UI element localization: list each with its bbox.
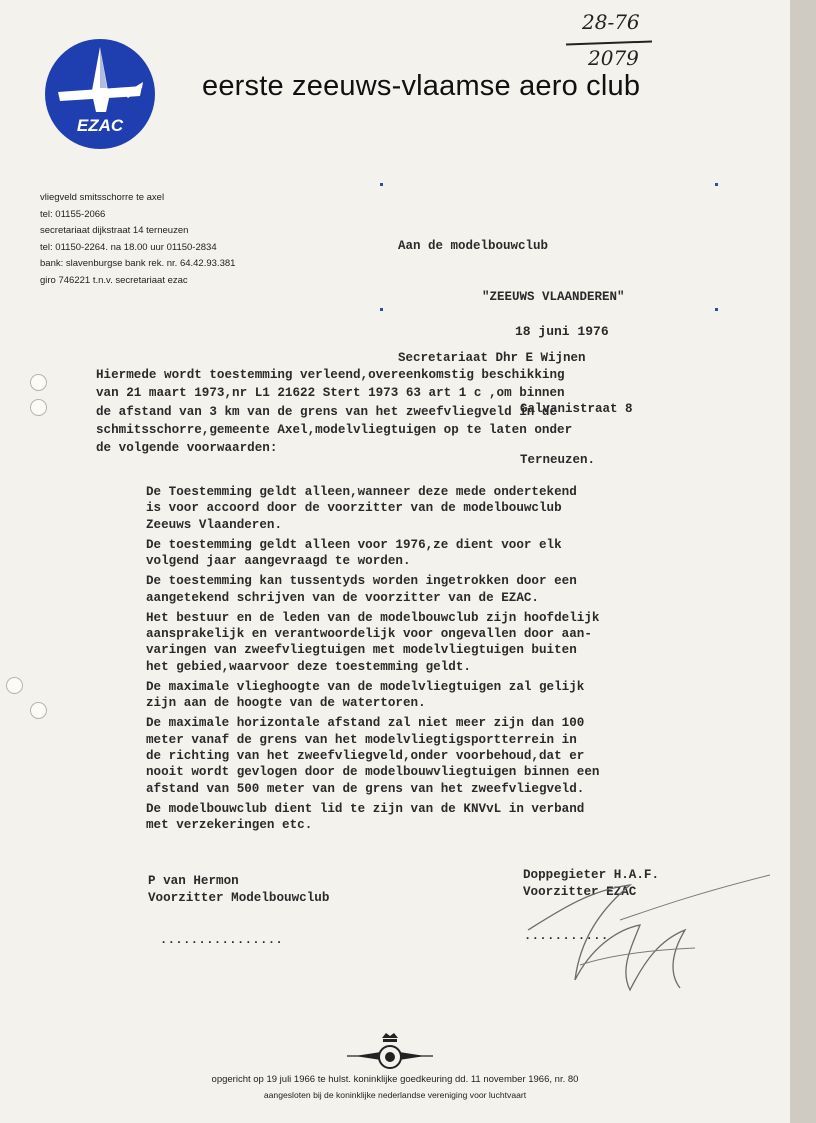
- condition-line: De toestemming geldt alleen voor 1976,ze dient voor elk: [146, 537, 562, 552]
- fold-mark: [715, 308, 718, 311]
- handwritten-bottom: 2079: [588, 46, 639, 70]
- signatory-title: Voorzitter EZAC: [523, 885, 637, 899]
- fold-mark: [380, 183, 383, 186]
- page-edge: [790, 0, 816, 1123]
- condition-line: aangetekend schrijven van de voorzitter van de EZAC.: [146, 590, 539, 605]
- contact-line: giro 746221 t.n.v. secretariaat ezac: [40, 274, 188, 286]
- condition-line: meter vanaf de grens van het modelvliegtigsportterrein in: [146, 732, 577, 747]
- signatory-name: P van Hermon: [148, 874, 239, 888]
- condition-line: De toestemming kan tussentyds worden ingetrokken door een: [146, 574, 577, 589]
- letter-date: 18 juni 1976: [515, 324, 609, 339]
- condition-line: met verzekeringen etc.: [146, 818, 313, 833]
- handwritten-line: [566, 40, 652, 45]
- condition-line: zijn aan de hoogte van de watertoren.: [146, 696, 426, 711]
- handwritten-reference: [566, 10, 656, 74]
- footer-line: opgericht op 19 juli 1966 te hulst. koninklijke goedkeuring dd. 11 november 1966, nr. 80: [211, 1074, 579, 1085]
- recipient-address: [398, 204, 633, 503]
- address-value: Dhr E Wijnen: [495, 351, 586, 365]
- condition-item: [146, 679, 746, 712]
- condition-item: [146, 610, 746, 676]
- condition-line: varingen van zweefvliegtuigen met modelvliegtuigen buiten: [146, 643, 577, 658]
- condition-line: is voor accoord door de voorzitter van de modelbouwclub: [146, 501, 562, 516]
- signatory-title: Voorzitter Modelbouwclub: [148, 891, 330, 905]
- signatory-name: Doppegieter H.A.F.: [523, 868, 660, 882]
- condition-line: het gebied,waarvoor deze toestemming geldt.: [146, 659, 471, 674]
- condition-item: [146, 801, 746, 834]
- address-line: Aan de modelbouwclub: [398, 239, 549, 253]
- condition-item: [146, 484, 746, 533]
- body-line: de afstand van 3 km van de grens van het zweefvliegveld in de: [96, 404, 558, 419]
- address-line: "ZEEUWS VLAANDEREN": [482, 290, 625, 304]
- address-line: Galvanistraat 8: [520, 402, 633, 416]
- condition-line: De maximale vlieghoogte van de modelvliegtuigen zal gelijk: [146, 679, 585, 694]
- fold-mark: [380, 308, 383, 311]
- condition-line: de richting van het zweefvliegveld,onder voorbehoud,dat er: [146, 749, 585, 764]
- club-name: eerste zeeuws-vlaamse aero club: [202, 70, 641, 102]
- punch-hole: [30, 399, 47, 416]
- contact-line: secretariaat dijkstraat 14 terneuzen: [40, 225, 189, 236]
- handwritten-top: 28-76: [582, 10, 640, 34]
- contact-line: tel: 01150-2264. na 18.00 uur 01150-2834: [40, 241, 217, 253]
- condition-line: nooit wordt gevlogen door de modelbouwvliegtuigen binnen een: [146, 765, 600, 780]
- condition-line: Het bestuur en de leden van de modelbouwclub zijn hoofdelijk: [146, 610, 600, 625]
- knvvl-emblem: [345, 1030, 435, 1074]
- conditions-list: [146, 484, 746, 837]
- contact-line: vliegveld smitsschorre te axel: [40, 192, 165, 203]
- condition-line: volgend jaar aangevraagd te worden.: [146, 554, 411, 569]
- condition-item: [146, 715, 746, 797]
- ezac-logo: [44, 38, 156, 150]
- punch-hole: [30, 702, 47, 719]
- body-line: van 21 maart 1973,nr L1 21622 Stert 1973 63 art 1 c ,om binnen: [96, 386, 565, 401]
- fold-mark: [715, 183, 718, 186]
- signature-line-left: ................: [160, 933, 284, 947]
- address-label: Secretariaat: [398, 351, 489, 365]
- condition-item: [146, 573, 746, 606]
- condition-line: aansprakelijk en verantwoordelijk voor ongevallen door aan-: [146, 627, 592, 642]
- logo-text: EZAC: [76, 116, 124, 135]
- signature-line-right: ...........: [524, 929, 609, 943]
- contact-line: tel: 01155-2066: [40, 208, 106, 220]
- handwritten-signature: [520, 870, 780, 1000]
- contact-block: [40, 190, 235, 289]
- contact-line: bank: slavenburgse bank rek. nr. 64.42.93.381: [40, 258, 236, 269]
- condition-line: afstand van 500 meter van de grens van het zweefvliegveld.: [146, 781, 585, 796]
- address-line: Terneuzen.: [520, 453, 596, 467]
- condition-line: Zeeuws Vlaanderen.: [146, 517, 283, 532]
- body-line: Hiermede wordt toestemming verleend,overeenkomstig beschikking: [96, 368, 565, 382]
- body-line: schmitsschorre,gemeente Axel,modelvliegtuigen op te laten onder: [96, 422, 573, 437]
- condition-line: De modelbouwclub dient lid te zijn van de KNVvL in verband: [146, 801, 585, 816]
- condition-line: De Toestemming geldt alleen,wanneer deze mede ondertekend: [146, 485, 577, 499]
- punch-hole: [30, 374, 47, 391]
- condition-item: [146, 537, 746, 570]
- letter-body: [96, 366, 716, 457]
- punch-hole: [6, 677, 23, 694]
- condition-line: De maximale horizontale afstand zal niet meer zijn dan 100: [146, 716, 585, 731]
- body-line: de volgende voorwaarden:: [96, 441, 278, 456]
- footer-line: aangesloten bij de koninklijke nederlandse vereniging voor luchtvaart: [263, 1090, 527, 1100]
- signature-block-left: [148, 873, 329, 907]
